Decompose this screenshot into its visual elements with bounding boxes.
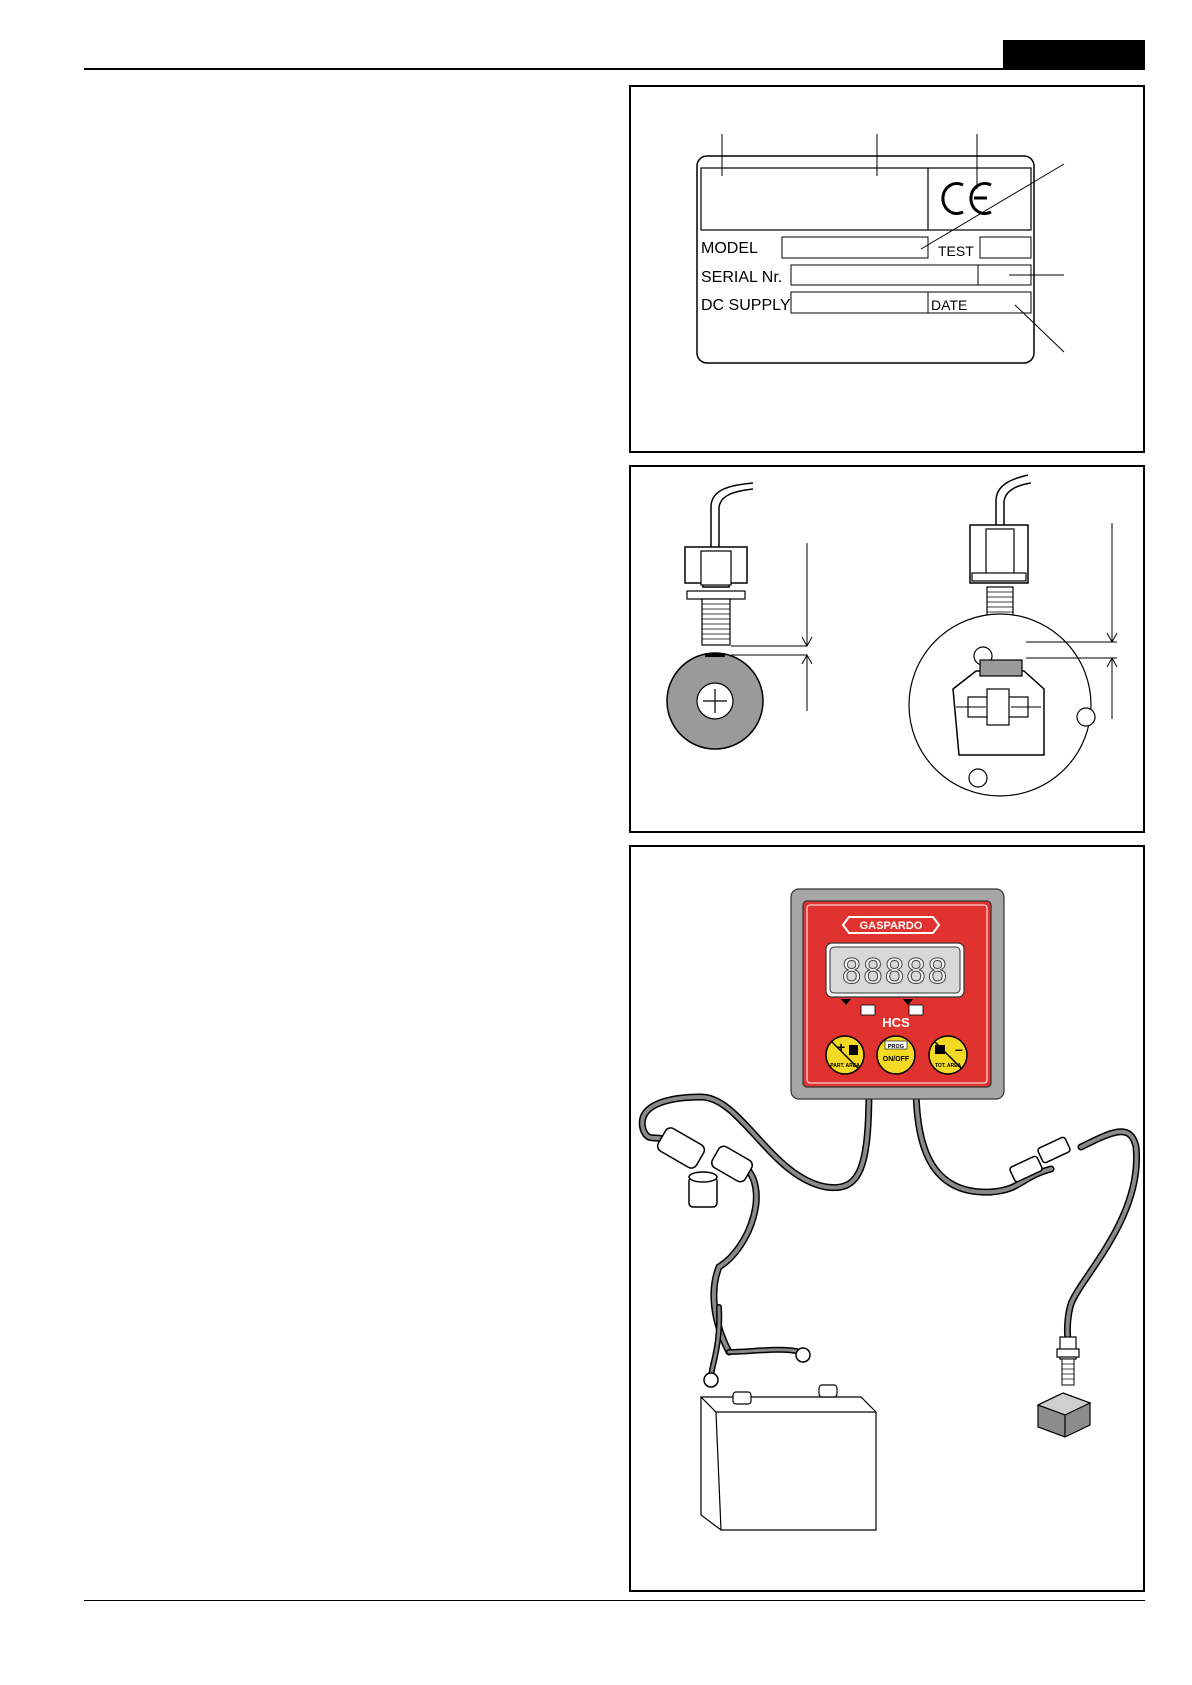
hcs-kit-drawing — [631, 847, 1143, 1590]
svg-text:ON/OFF: ON/OFF — [882, 1056, 910, 1063]
svg-text:PROG: PROG — [887, 1044, 905, 1050]
magnet-icon — [1038, 1393, 1090, 1437]
magnet-icon — [980, 660, 1022, 676]
header-tab — [1003, 40, 1145, 68]
identification-plate-drawing — [631, 87, 1143, 451]
plate-supply-label: DC SUPPLY — [701, 297, 791, 314]
battery-clamp-positive — [796, 1348, 810, 1362]
hcs-control-unit — [791, 889, 1004, 1099]
tot-area-button — [929, 1036, 967, 1074]
magnet-flange — [909, 614, 1095, 796]
sensor-installation-figure — [629, 465, 1145, 833]
svg-text:+: + — [837, 1039, 846, 1055]
proximity-sensor-icon — [685, 483, 753, 645]
cables — [642, 1085, 1136, 1377]
footer-rule — [84, 1600, 1145, 1601]
identification-plate-figure — [629, 85, 1145, 453]
battery-clamp-negative — [704, 1373, 718, 1387]
svg-text:–: – — [955, 1041, 963, 1057]
target-wheel — [667, 653, 763, 749]
prog-onoff-button — [877, 1036, 915, 1074]
sensor-installation-drawing — [631, 467, 1143, 831]
svg-text:PART. AREA: PART. AREA — [830, 1063, 860, 1069]
proximity-sensor-icon — [1057, 1337, 1079, 1385]
svg-text:TOT. AREA: TOT. AREA — [934, 1063, 962, 1069]
plate-serial-label: SERIAL Nr. — [701, 269, 783, 286]
brand-label: GASPARDO — [859, 920, 923, 932]
plate-outline — [697, 156, 1034, 363]
proximity-sensor-icon — [970, 475, 1031, 627]
hcs-kit-figure — [629, 845, 1145, 1592]
plate-test-label: TEST — [938, 243, 974, 259]
plate-date-label: DATE — [931, 297, 968, 313]
battery-icon — [701, 1385, 876, 1530]
power-connector — [655, 1126, 754, 1207]
model-label: HCS — [882, 1015, 910, 1030]
plate-model-label: MODEL — [701, 240, 758, 257]
header-rule — [84, 68, 1145, 70]
lcd-digits: 88888 — [841, 952, 949, 992]
part-area-button — [826, 1036, 864, 1074]
